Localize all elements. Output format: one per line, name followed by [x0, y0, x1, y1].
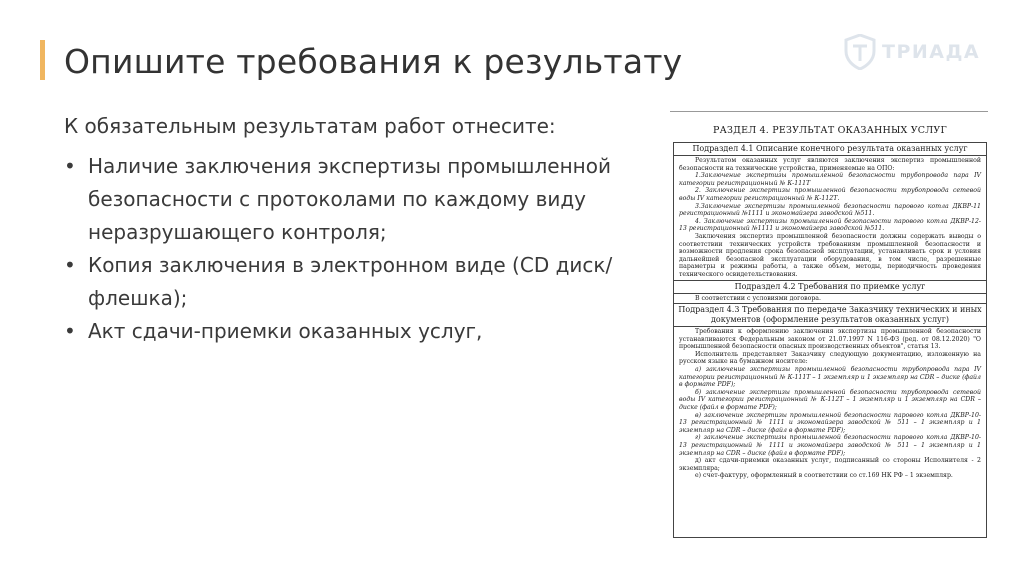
list-item: [60, 315, 620, 348]
doc-paragraph: Исполнитель представляет Заказчику следующую документацию, изложенную на русском языке на бумажном носителе:: [679, 350, 981, 366]
lead-text: К обязательным результатам работ отнесите:: [64, 114, 556, 138]
doc-paragraph: В соответствии с условиями договора.: [695, 294, 821, 302]
doc-table: [673, 142, 987, 538]
section-4-1-title: Подраздел 4.1 Описание конечного результата оказанных услуг: [674, 143, 986, 156]
bullet-icon: •: [64, 319, 76, 343]
list-item: [60, 150, 620, 249]
slide-title: Опишите требования к результату: [64, 42, 683, 81]
doc-paragraph: Требования к оформлению заключения экспертизы промышленной безопасности устанавливаются Федеральным законом от 21.07.1997 N 116-ФЗ (ред. от 08.12.2020) "О промышленной безопасности опасных производственных объектов", статья 13.: [679, 328, 981, 351]
doc-paragraph: 2. Заключение экспертизы промышленной безопасности трубопровода сетевой воды IV категории регистрационный № К-112Т.: [679, 187, 981, 202]
requirements-list: [60, 150, 620, 348]
list-item-text: Наличие заключения экспертизы промышленной безопасности с протоколами по каждому виду неразрушающего контроля;: [88, 154, 611, 244]
section-4-3-title: Подраздел 4.3 Требования по передаче Заказчику технических и иных документов (оформление результатов оказанных услуг): [674, 303, 986, 327]
triada-logo: [844, 34, 980, 70]
doc-paragraph: г) заключение экспертизы промышленной безопасности парового котла ДКВР-10-13 регистрационный № 1111 и экономайзера заводской № 511 – 1 экземпляр и 1 экземпляр на CDR – диске (файл в формате PDF);: [679, 434, 981, 457]
doc-paragraph: 1.Заключение экспертизы промышленной безопасности трубопровода пара IV категории регистрационный № К-111Т: [679, 172, 981, 187]
divider: [670, 111, 988, 112]
section-4-2-body: [674, 294, 986, 304]
doc-paragraph: а) заключение экспертизы промышленной безопасности трубопровода пара IV категории регистрационный № К-111Т – 1 экземпляр и 1 экземпляр на CDR – диске (файл в формате PDF);: [679, 366, 981, 389]
list-item-text: Копия заключения в электронном виде (CD диск/ флешка);: [88, 253, 613, 310]
list-item-text: Акт сдачи-приемки оказанных услуг,: [88, 319, 483, 343]
doc-paragraph: 3.Заключение экспертизы промышленной безопасности парового котла ДКВР-11 регистрационный №1111 и экономайзера заводской №511.: [679, 202, 981, 218]
doc-paragraph: Результатом оказанных услуг являются заключения экспертиз промышленной безопасности на технические устройства, применяемые на ОПО:: [679, 157, 981, 172]
title-accent-bar: [40, 40, 45, 80]
section-4-1-body: [674, 156, 986, 280]
doc-paragraph: в) заключение экспертизы промышленной безопасности парового котла ДКВР-10-13 регистрационный № 1111 и экономайзера заводской № 511 – 1 экземпляр и 1 экземпляр на CDR – диске (файл в формате PDF);: [679, 411, 981, 434]
bullet-icon: •: [64, 253, 76, 277]
bullet-icon: •: [64, 154, 76, 178]
section-4-3-body: [674, 327, 986, 481]
doc-paragraph: е) счет-фактуру, оформленный в соответствии со ст.169 НК РФ – 1 экземпляр.: [695, 472, 953, 480]
doc-paragraph: д) акт сдачи-приемки оказанных услуг, подписанный со стороны Исполнителя - 2 экземпляра;: [679, 457, 981, 472]
section-4-2-title: Подраздел 4.2 Требования по приемке услуг: [674, 280, 986, 294]
shield-logo-icon: [844, 34, 876, 70]
doc-heading: РАЗДЕЛ 4. РЕЗУЛЬТАТ ОКАЗАННЫХ УСЛУГ: [713, 125, 947, 136]
doc-paragraph: б) заключение экспертизы промышленной безопасности трубопровода сетевой воды IV категории регистрационный № К-112Т – 1 экземпляр и 1 экземпляр на CDR – диске (файл в формате PDF);: [679, 388, 981, 412]
doc-paragraph: Заключения экспертиз промышленной безопасности должны содержать выводы о соответствии технических устройств требованиям промышленной безопасности и возможности продления срока безопасной эксплуатации, устанавливать срок и условия дальнейшей безопасной эксплуатации оборудования, в том числе, разрешенные параметры и режимы работы, а также объем, методы, периодичность проведения технического освидетельствования.: [679, 232, 981, 278]
document-excerpt: [670, 108, 990, 540]
list-item: [60, 249, 620, 315]
doc-paragraph: 4. Заключение экспертизы промышленной безопасности парового котла ДКВР-12-13 регистрационный №1111 и экономайзера заводской №511.: [679, 217, 981, 233]
logo-text: ТРИАДА: [882, 41, 981, 63]
